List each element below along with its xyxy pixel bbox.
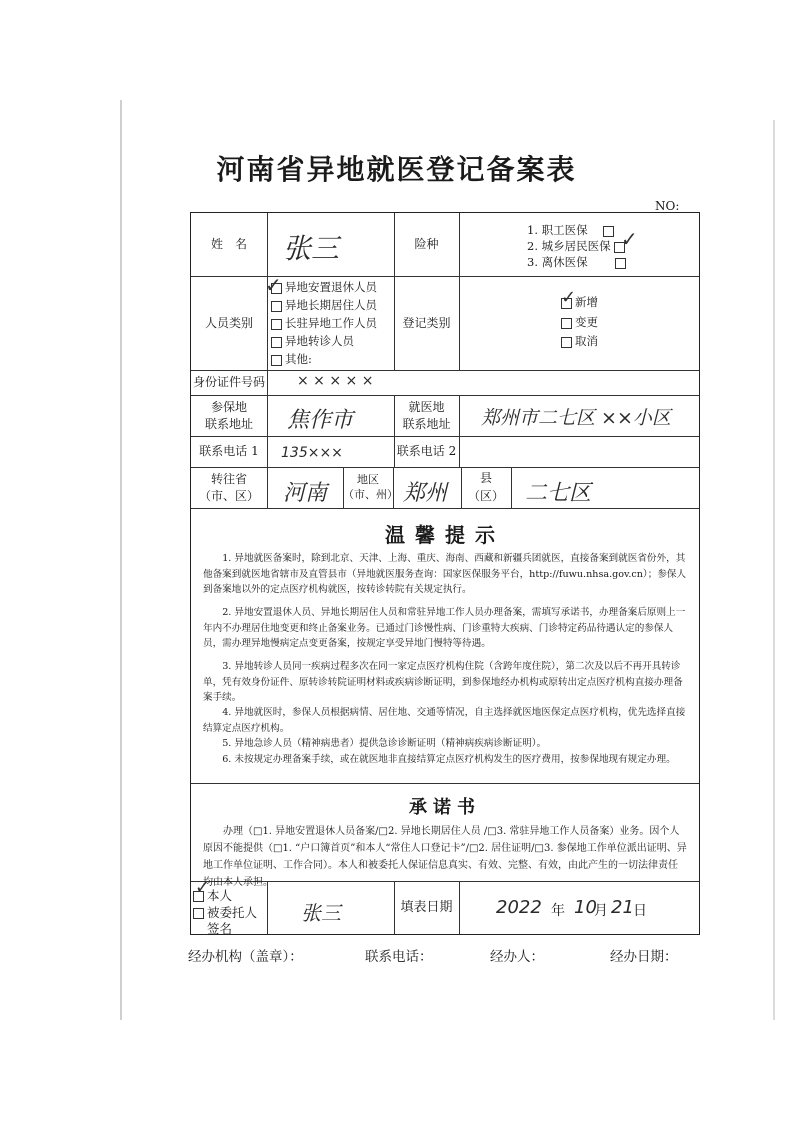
date-year[interactable]: 2022 — [496, 897, 542, 918]
insurance-option-3[interactable]: 3. 离休医保 — [527, 254, 629, 270]
col-divider — [459, 395, 460, 467]
checkbox[interactable] — [561, 318, 572, 329]
checkmark-icon: ✓ — [621, 227, 638, 251]
checkmark-icon: ✓ — [265, 273, 282, 297]
notice-item: 1. 异地就医备案时，除到北京、天津、上海、重庆、海南、西藏和新疆兵团就医，直接备案到就医省份外，其他备案到就医地省辖市及直管县市（异地就医服务查询：国家医保服务平台，http://fuwu.nhsa.gov.cn）；参保人到备案地以外的定点医疗机构就医，按转诊转院有关规定执行。 — [203, 553, 687, 595]
register-option-new[interactable]: 新增 — [561, 294, 598, 310]
notice-heading: 温馨提示 — [385, 523, 505, 547]
day-unit: 日 — [633, 903, 647, 919]
phone1-label: 联系电话 1 — [199, 444, 259, 459]
id-number-value[interactable]: × × × × × — [297, 373, 374, 389]
checkbox[interactable] — [271, 337, 282, 348]
county-value[interactable]: 二七区 — [525, 481, 592, 506]
self-option[interactable]: 本人 — [193, 886, 232, 904]
person-option[interactable]: 异地安置退休人员 — [271, 279, 377, 295]
notice-item: 3. 异地转诊人员同一疾病过程多次在同一家定点医疗机构住院（含跨年度住院），第二次及以后不再开具转诊单，凭有效身份证件、原转诊转院证明材料或疾病诊断证明，到参保地经办机构或原转出定点医疗机构直接办理备案手续。 — [203, 661, 683, 703]
phone1-value[interactable]: 135××× — [281, 445, 343, 461]
agency-label: 经办机构（盖章）： — [188, 949, 303, 965]
handle-date-label: 经办日期： — [610, 949, 678, 965]
id-number-label: 身份证件号码 — [192, 375, 265, 390]
year-unit: 年 — [551, 903, 565, 919]
number-label: NO: — [655, 199, 680, 213]
person-option[interactable]: 异地转诊人员 — [271, 333, 354, 349]
person-option[interactable]: 其他: — [271, 351, 312, 367]
checkmark-icon: ✓ — [561, 287, 577, 308]
county-unit-label: （区） — [467, 488, 504, 503]
medical-address-value[interactable]: 郑州市二七区 ××小区 — [481, 407, 671, 429]
checkmark-icon: ✓ — [195, 877, 211, 898]
person-option[interactable]: 异地长期居住人员 — [271, 297, 377, 313]
proxy-option[interactable]: 被委托人 — [193, 903, 257, 921]
notice-item: 2. 异地安置退休人员、异地长期居住人员和常驻异地工作人员办理备案，需填写承诺书，办理备案后原则上一年内不办理居住地变更和终止备案业务。已通过门诊慢性病、门诊重特大疾病、门诊特定药品待遇认定的参保人员，需办理异地慢病定点变更备案，按规定享受异地门慢特等待遇。 — [203, 607, 686, 649]
sign-label: 签名 — [207, 921, 233, 936]
checkbox[interactable] — [271, 301, 282, 312]
province-value[interactable]: 河南 — [283, 481, 328, 506]
county-label: 县 — [479, 470, 492, 485]
signature-value[interactable]: 张三 — [301, 901, 341, 925]
date-day[interactable]: 21 — [611, 897, 634, 918]
checkbox[interactable] — [561, 337, 572, 348]
registration-form — [190, 212, 700, 935]
register-category-label: 登记类别 — [402, 315, 451, 330]
date-month[interactable]: 10 — [574, 897, 597, 918]
insured-address-label: 参保地 联系地址 — [204, 400, 253, 431]
pledge-text: 办理（□1. 异地安置退休人员备案/□2. 异地长期居住人员 /□3. 常驻异地工作人员备案）业务。因个人原因不能提供（□1. “户口簿首页”和本人“常住人口登记卡”/□2. 居住证明/□3. 参保地工作单位派出证明、异地工作单位证明、工作合同）。本人和被委托人保证信息真实、有效、完整、有效，由此产生的一切法律责任均由本人承担。 — [203, 826, 687, 888]
pledge-heading: 承诺书 — [409, 797, 481, 818]
insurance-label: 险种 — [414, 237, 439, 252]
person-category-label: 人员类别 — [204, 315, 253, 330]
insured-address-value[interactable]: 焦作市 — [287, 408, 354, 433]
medical-address-label: 就医地 联系地址 — [402, 400, 451, 431]
insurance-option-1[interactable]: 1. 职工医保 — [527, 222, 617, 238]
row-divider — [191, 783, 699, 784]
document-title: 河南省异地就医登记备案表 — [216, 153, 577, 186]
footer-phone-label: 联系电话： — [365, 949, 433, 965]
checkbox[interactable] — [603, 226, 614, 237]
region-label: 地区 （市、州） — [343, 472, 398, 501]
scan-edge — [773, 120, 775, 1020]
phone2-label: 联系电话 2 — [396, 444, 457, 459]
checkbox[interactable] — [271, 319, 282, 330]
name-value[interactable]: 张三 — [283, 232, 340, 265]
handler-label: 经办人： — [490, 949, 544, 965]
person-option[interactable]: 长驻异地工作人员 — [271, 315, 377, 331]
row-divider — [191, 508, 699, 509]
checkbox[interactable] — [615, 258, 626, 269]
month-unit: 月 — [594, 903, 608, 919]
checkbox[interactable] — [193, 908, 204, 919]
register-option-change[interactable]: 变更 — [561, 314, 598, 330]
insurance-option-2[interactable]: 2. 城乡居民医保 — [527, 238, 628, 254]
fill-date-label: 填表日期 — [400, 899, 453, 915]
notice-item: 5. 异地急诊人员（精神病患者）提供急诊诊断证明（精神病疾病诊断证明）。 — [222, 738, 547, 749]
scan-edge — [120, 100, 122, 1020]
notice-item: 4. 异地就医时，参保人员根据病情、居住地、交通等情况，自主选择就医地医保定点医疗机构，优先选择直接结算定点医疗机构。 — [203, 707, 686, 734]
region-value[interactable]: 郑州 — [403, 481, 448, 506]
name-label: 姓 名 — [210, 237, 247, 252]
col-divider — [459, 213, 460, 370]
notice-item: 6. 未按规定办理备案手续，或在就医地非直接结算定点医疗机构发生的医疗费用，按参保地现有规定办理。 — [222, 754, 676, 765]
checkbox[interactable] — [271, 355, 282, 366]
transfer-province-label: 转往省 （市、区） — [198, 472, 259, 503]
col-divider — [511, 467, 512, 508]
register-option-cancel[interactable]: 取消 — [561, 333, 598, 349]
col-divider — [267, 213, 268, 508]
